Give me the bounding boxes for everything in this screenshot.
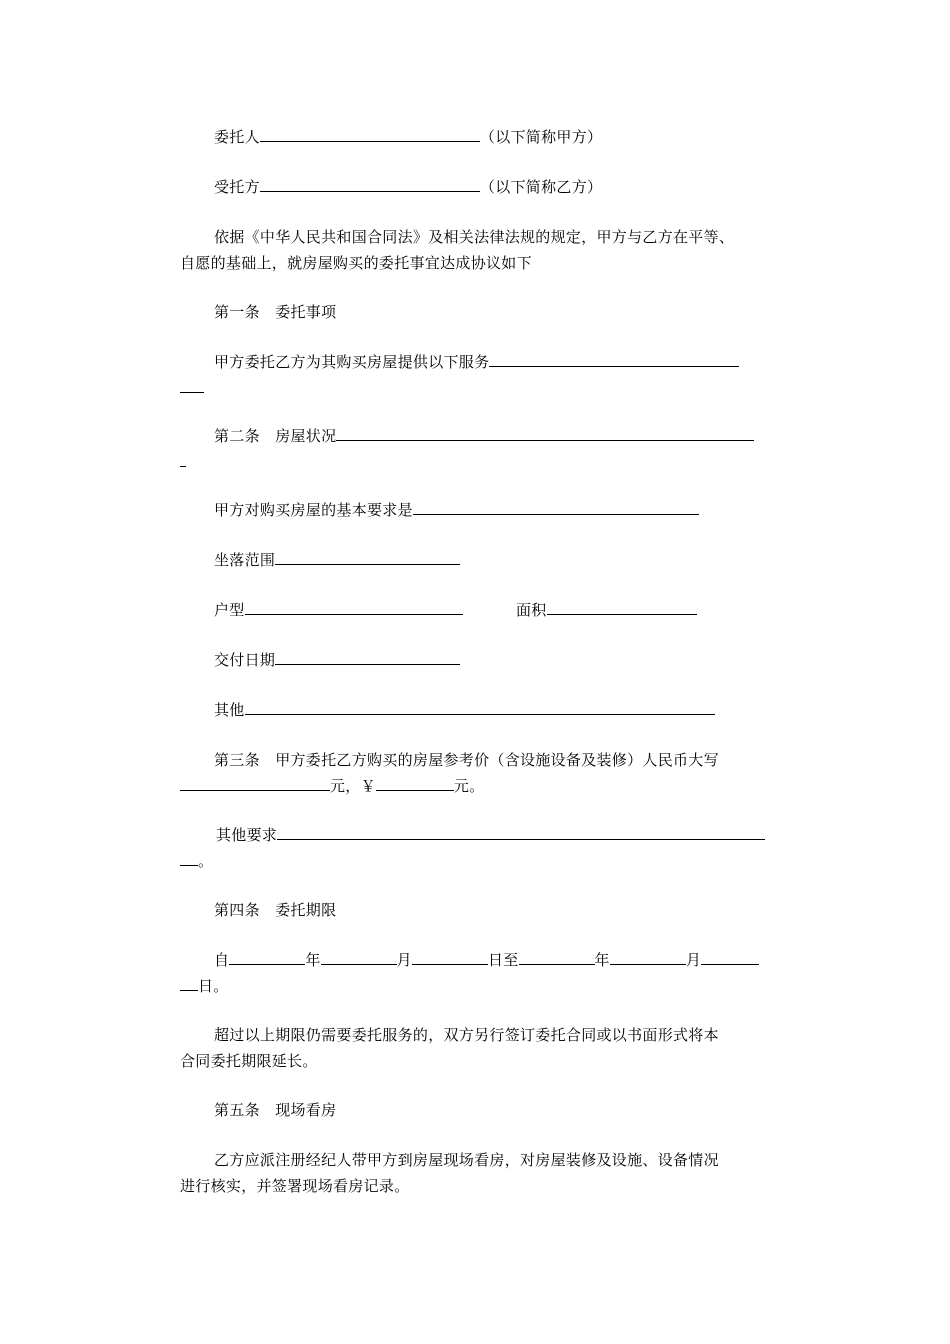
client-line [214, 127, 602, 147]
article-5-line-2: 进行核实，并签署现场看房记录。 [180, 1177, 410, 1195]
article-3-line-1: 第三条 甲方委托乙方购买的房屋参考价（含设施设备及装修）人民币大写 [214, 751, 719, 769]
area-label: 面积 [516, 601, 547, 619]
other-requirement-line [216, 825, 765, 845]
delivery-line [214, 650, 460, 670]
other-requirement-continued [180, 851, 213, 871]
service-blank-continued [180, 378, 204, 398]
extension-line-1: 超过以上期限仍需要委托服务的，双方另行签订委托合同或以书面形式将本 [214, 1026, 719, 1044]
location-blank[interactable] [275, 550, 460, 565]
location-label: 坐落范围 [214, 551, 276, 569]
price-number-blank[interactable] [376, 776, 454, 791]
delivery-label: 交付日期 [214, 651, 276, 669]
agent-blank[interactable] [260, 177, 480, 192]
agent-suffix: （以下简称乙方） [479, 178, 603, 196]
client-blank[interactable] [260, 127, 480, 142]
period-year-2: 年 [594, 951, 610, 969]
other-line [214, 700, 715, 720]
price-words-blank[interactable] [180, 776, 330, 791]
service-blank-tail[interactable] [180, 378, 204, 393]
other-requirement-blank-tail[interactable] [180, 851, 198, 866]
house-status-continued [180, 452, 186, 472]
layout-line [214, 600, 463, 620]
end-year-blank[interactable] [519, 950, 595, 965]
other-requirement-end: 。 [198, 852, 214, 870]
period-from: 自 [214, 951, 230, 969]
requirement-blank[interactable] [413, 500, 699, 515]
article-2-title: 第二条 房屋状况 [214, 427, 337, 445]
requirement-line [214, 500, 699, 520]
price-yuan-1: 元，￥ [330, 777, 376, 795]
price-line [180, 776, 485, 796]
article-5-title: 第五条 现场看房 [214, 1101, 337, 1119]
location-line [214, 550, 460, 570]
end-day-blank[interactable] [701, 950, 759, 965]
house-status-blank[interactable] [336, 426, 754, 441]
other-blank[interactable] [245, 700, 715, 715]
article-4-title: 第四条 委托期限 [214, 901, 337, 919]
house-status-blank-tail[interactable] [180, 452, 186, 467]
extension-line-2: 合同委托期限延长。 [180, 1052, 318, 1070]
delivery-blank[interactable] [275, 650, 460, 665]
client-label: 委托人 [214, 128, 260, 146]
intro-line-2: 自愿的基础上，就房屋购买的委托事宜达成协议如下 [180, 254, 532, 272]
period-year: 年 [305, 951, 321, 969]
intro-line-1: 依据《中华人民共和国合同法》及相关法律法规的规定，甲方与乙方在平等、 [214, 228, 735, 246]
agent-label: 受托方 [214, 178, 260, 196]
article-5-line-1: 乙方应派注册经纪人带甲方到房屋现场看房，对房屋装修及设施、设备情况 [214, 1151, 719, 1169]
end-day-blank-tail[interactable] [180, 976, 198, 991]
layout-blank[interactable] [245, 600, 463, 615]
area-blank[interactable] [547, 600, 697, 615]
period-month-2: 月 [685, 951, 702, 969]
other-requirement-label: 其他要求 [216, 826, 278, 844]
other-label: 其他 [214, 701, 245, 719]
start-year-blank[interactable] [229, 950, 305, 965]
period-continued [180, 976, 229, 996]
service-blank[interactable] [489, 352, 739, 367]
other-requirement-blank[interactable] [277, 825, 765, 840]
agent-line [214, 177, 602, 197]
period-day-end: 日。 [198, 977, 229, 995]
article-1-text: 甲方委托乙方为其购买房屋提供以下服务 [214, 353, 490, 371]
requirement-label: 甲方对购买房屋的基本要求是 [214, 501, 413, 519]
client-suffix: （以下简称甲方） [479, 128, 603, 146]
period-day-to: 日至 [487, 951, 519, 969]
start-day-blank[interactable] [412, 950, 488, 965]
end-month-blank[interactable] [610, 950, 686, 965]
period-line [214, 950, 759, 970]
layout-label: 户型 [214, 601, 245, 619]
area-line [516, 600, 697, 620]
period-month: 月 [396, 951, 412, 969]
price-yuan-2: 元。 [453, 777, 485, 795]
article-2-line [214, 426, 754, 446]
article-1-service-line [214, 352, 739, 372]
article-1-title: 第一条 委托事项 [214, 303, 337, 321]
start-month-blank[interactable] [321, 950, 397, 965]
